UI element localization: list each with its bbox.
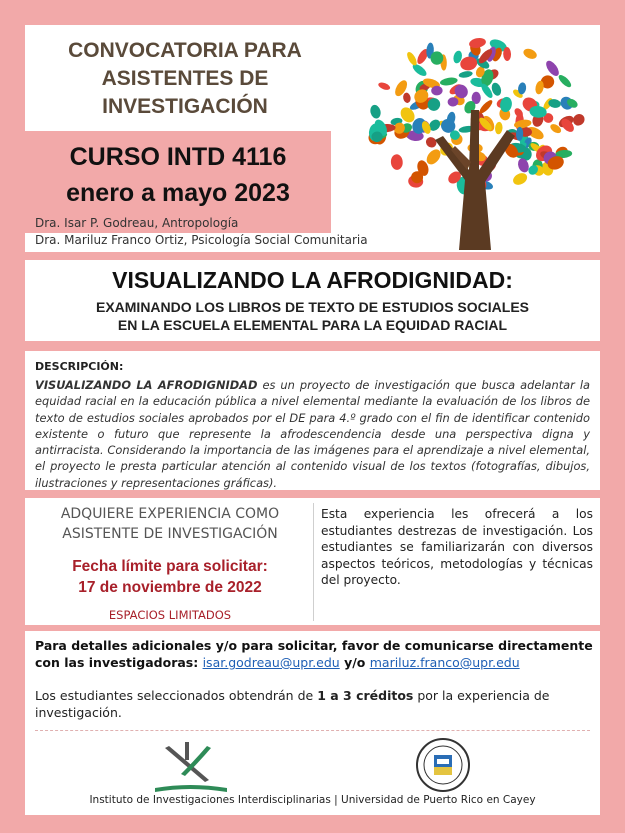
vertical-divider [313, 503, 314, 621]
credits-pre: Los estudiantes seleccionados obtendrán de [35, 688, 318, 703]
hand-leaf [458, 70, 473, 79]
description-section [35, 360, 590, 491]
email-link-godreau[interactable]: isar.godreau@upr.edu [202, 655, 340, 670]
hand-leaf [544, 59, 562, 79]
flyer-sheet [25, 25, 600, 815]
pink-divider-contact [25, 625, 600, 631]
professor-1: Dra. Isar P. Godreau, Antropología [35, 216, 239, 230]
email-link-franco[interactable]: mariluz.franco@upr.edu [369, 655, 520, 670]
call-title-line3: INVESTIGACIÓN [102, 95, 268, 118]
hand-leaf [522, 47, 539, 61]
description-text [35, 377, 590, 491]
professor-2: Dra. Mariluz Franco Ortiz, Psicología Social Comunitaria [35, 233, 368, 247]
hand-leaf [557, 73, 573, 89]
dashed-divider [35, 730, 590, 731]
credits-bold: 1 a 3 créditos [317, 688, 414, 703]
description-body: es un proyecto de investigación que busca adelantar la equidad racial en la educación pública a nivel elemental mediante la evaluación de los libros de texto de estudios sociales aprobados por el DE para 4.º grado con el fin de identificar contenido existente o futuro que represente la afrodescendencia desde una perspectiva digna y antirracista. Considerando la importancia de las imágenes para el aprendizaje a nivel elemental, el proyecto le presta particular atención al contenido visual de los textos (fotografías, dibujos, ilustraciones y representaciones gráficas). [35, 378, 590, 490]
credits-post: por la experiencia de investigación. [35, 688, 550, 720]
call-title-line2: ASISTENTES DE [101, 67, 269, 90]
description-label: DESCRIPCIÓN: [35, 360, 124, 373]
hand-leaf [377, 81, 391, 91]
course-dates: enero a mayo 2023 [66, 179, 290, 207]
limited-spaces: ESPACIOS LIMITADOS [108, 608, 232, 622]
course-code: CURSO INTD 4116 [69, 143, 287, 171]
hand-leaf [390, 154, 403, 170]
contact-joiner: y/o [339, 655, 370, 670]
description-lead: VISUALIZANDO LA AFRODIGNIDAD [35, 378, 258, 392]
subtitle [25, 298, 600, 334]
pink-divider-desc [25, 490, 600, 498]
experience-title-line2: ASISTENTE DE INVESTIGACIÓN [62, 526, 278, 542]
professors [35, 215, 368, 249]
contact-text: Para detalles adicionales y/o para solicitar, favor de comunicarse directamente con las investigadoras: [35, 638, 593, 670]
subtitle-line2: EN LA ESCUELA ELEMENTAL PARA LA EQUIDAD RACIAL [117, 317, 508, 333]
hands-tree-illustration [355, 30, 595, 250]
deadline [30, 556, 310, 598]
call-title [35, 37, 335, 121]
deadline-line1: Fecha límite para solicitar: [72, 558, 268, 575]
hand-leaf [369, 104, 382, 120]
hand-leaf [511, 171, 529, 187]
hand-leaf [402, 92, 411, 104]
university-seal [415, 737, 471, 793]
subtitle-line1: EXAMINANDO LOS LIBROS DE TEXTO DE ESTUDIOS SOCIALES [95, 299, 529, 315]
call-title-line1: CONVOCATORIA PARA [68, 39, 302, 62]
pink-divider-mid [25, 341, 600, 351]
hand-leaf [495, 122, 503, 135]
credits-info [35, 687, 595, 721]
footer: Instituto de Investigaciones Interdisciplinarias | Universidad de Puerto Rico en Cayey [89, 794, 536, 806]
institute-logo [145, 740, 235, 795]
main-title: VISUALIZANDO LA AFRODIGNIDAD: [112, 267, 513, 293]
hand-leaf [439, 76, 458, 86]
pink-divider-top [25, 252, 600, 260]
deadline-line2: 17 de noviembre de 2022 [78, 579, 262, 596]
experience-body: Esta experiencia les ofrecerá a los estudiantes destrezas de investigación. Los estudiantes se familiarizarán con diversos aspectos teóricos, metodologías y técnicas del proyecto. [321, 507, 593, 587]
experience-title [30, 504, 310, 544]
contact-info [35, 637, 595, 671]
experience-title-line1: ADQUIERE EXPERIENCIA COMO [60, 506, 280, 522]
hand-leaf [424, 135, 439, 150]
